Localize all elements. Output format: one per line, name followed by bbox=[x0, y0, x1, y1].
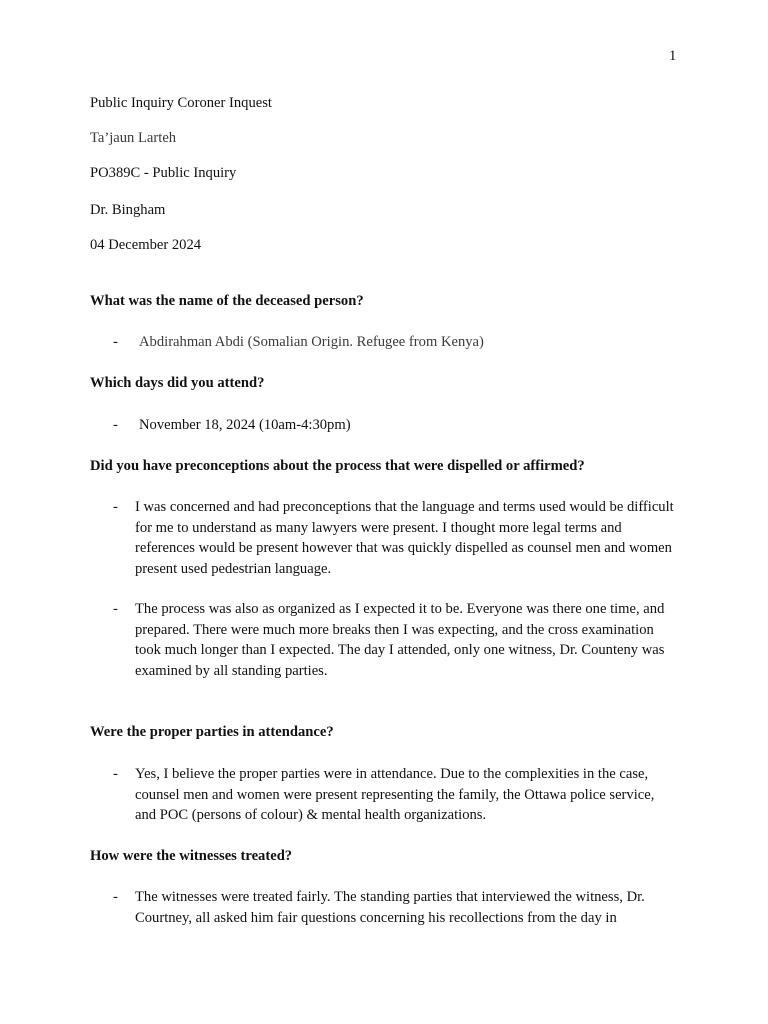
bullet-dash: - bbox=[113, 601, 118, 617]
answer-text: Abdirahman Abdi (Somalian Origin. Refugee from Kenya) bbox=[139, 334, 484, 350]
bullet-dash: - bbox=[113, 889, 118, 905]
question-proper-parties: Were the proper parties in attendance? bbox=[90, 724, 334, 740]
question-witness-treatment: How were the witnesses treated? bbox=[90, 848, 293, 864]
document-date: 04 December 2024 bbox=[90, 237, 202, 253]
answer-text: The witnesses were treated fairly. The standing parties that interviewed the witness, Dr. Courtney, all asked him fair questions concerning his recollections from the day in bbox=[135, 889, 645, 926]
instructor-name: Dr. Bingham bbox=[90, 202, 166, 218]
question-deceased-name: What was the name of the deceased person? bbox=[90, 293, 364, 309]
course-name: PO389C - Public Inquiry bbox=[90, 165, 237, 181]
question-days-attended: Which days did you attend? bbox=[90, 375, 265, 391]
answer-text: The process was also as organized as I expected it to be. Everyone was there one time, and prepared. There were much more breaks then I was expecting, and the cross examination took much longer than I expected. The day I attended, only one witness, Dr. Counteny was examined by all standing parties. bbox=[135, 601, 665, 680]
answer-text: Yes, I believe the proper parties were in attendance. Due to the complexities in the case, counsel men and women were present representing the family, the Ottawa police service, and POC (persons of colour) & mental health organizations. bbox=[135, 766, 655, 824]
question-preconceptions: Did you have preconceptions about the process that were dispelled or affirmed? bbox=[90, 458, 585, 474]
page-number: 1 bbox=[669, 48, 677, 64]
bullet-dash: - bbox=[113, 334, 118, 350]
bullet-dash: - bbox=[113, 766, 118, 782]
bullet-dash: - bbox=[113, 499, 118, 515]
bullet-dash: - bbox=[113, 417, 118, 433]
answer-text: I was concerned and had preconceptions that the language and terms used would be difficult for me to understand as many lawyers were present. I thought more legal terms and references would be present however that was quickly dispelled as counsel men and women present used pedestrian language. bbox=[135, 499, 674, 578]
document-title: Public Inquiry Coroner Inquest bbox=[90, 95, 272, 111]
author-name: Ta’jaun Larteh bbox=[90, 130, 177, 146]
answer-text: November 18, 2024 (10am-4:30pm) bbox=[139, 417, 351, 433]
